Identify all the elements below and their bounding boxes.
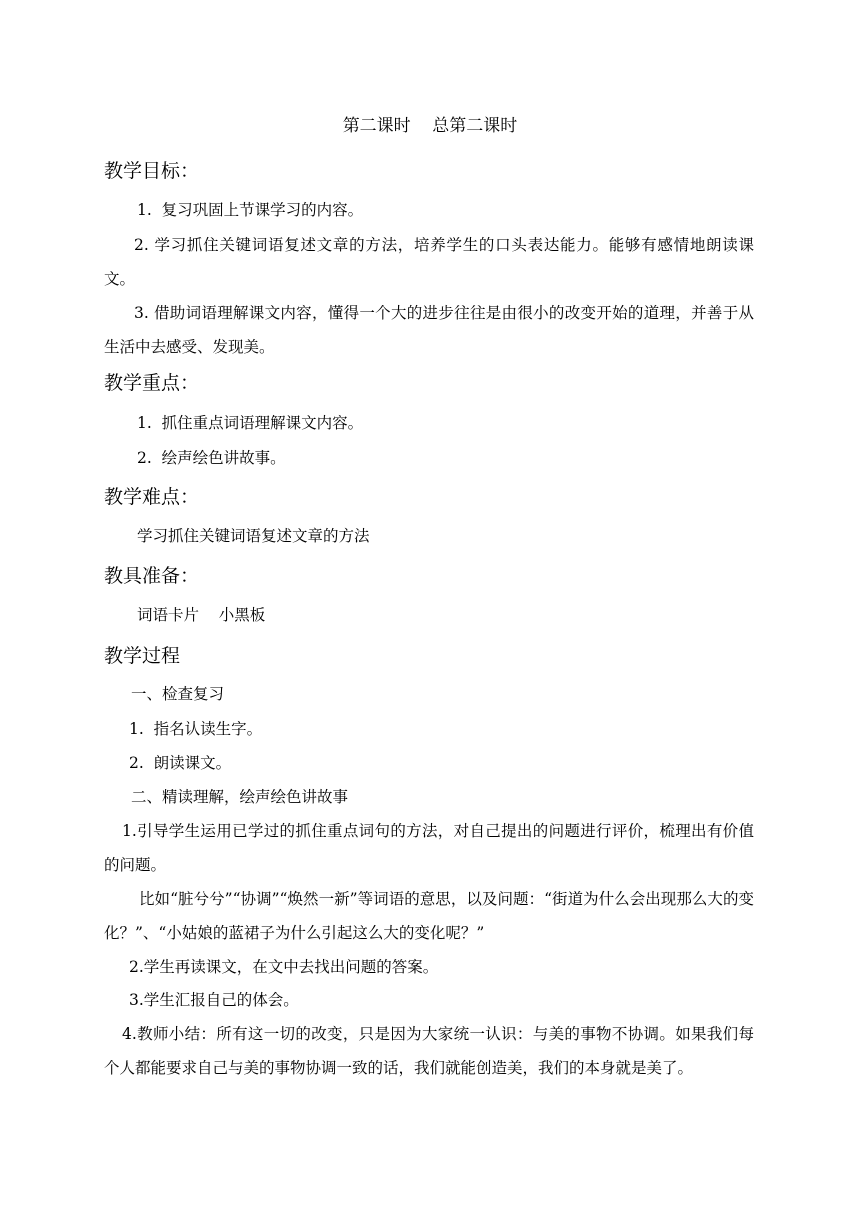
objectives-heading: 教学目标：	[104, 160, 200, 182]
process-part2-item-1: 1.引导学生运用已学过的抓住重点词句的方法，对自己提出的问题进行评价，梳理出有价值的问题。	[104, 822, 754, 874]
difficulties-heading: 教学难点：	[104, 486, 200, 508]
process-part2-title: 二、精读理解，绘声绘色讲故事	[131, 788, 349, 806]
key-points-heading: 教学重点：	[104, 372, 200, 394]
process-part1-item-1: 1. 指名认读生字。	[129, 720, 263, 738]
process-part2-example: 比如“脏兮兮”“协调”“焕然一新”等词语的意思，以及问题：“街道为什么会出现那么大的变化？”、“小姑娘的蓝裙子为什么引起这么大的变化呢？”	[104, 890, 754, 942]
objective-item-2: 2. 学习抓住关键词语复述文章的方法，培养学生的口头表达能力。能够有感情地朗读课文。	[104, 236, 754, 288]
process-heading: 教学过程	[104, 645, 181, 667]
difficulties-text: 学习抓住关键词语复述文章的方法	[137, 527, 370, 545]
objective-item-1: 1. 复习巩固上节课学习的内容。	[137, 201, 364, 219]
key-point-item-2: 2. 绘声绘色讲故事。	[137, 449, 286, 467]
process-part1-title: 一、检查复习	[131, 685, 225, 703]
objective-item-3: 3. 借助词语理解课文内容，懂得一个大的进步往往是由很小的改变开始的道理，并善于从生活中去感受、发现美。	[104, 304, 754, 356]
process-part2-item-2: 2.学生再读课文，在文中去找出问题的答案。	[129, 958, 439, 976]
process-part2-item-3: 3.学生汇报自己的体会。	[129, 991, 299, 1009]
materials-text: 词语卡片 小黑板	[137, 606, 266, 624]
lesson-title: 第二课时 总第二课时	[342, 116, 518, 136]
key-point-item-1: 1. 抓住重点词语理解课文内容。	[137, 414, 364, 432]
materials-heading: 教具准备：	[104, 565, 200, 587]
process-part2-item-4: 4.教师小结：所有这一切的改变，只是因为大家统一认识：与美的事物不协调。如果我们每个人都能要求自己与美的事物协调一致的话，我们就能创造美，我们的本身就是美了。	[104, 1025, 754, 1077]
process-part1-item-2: 2. 朗读课文。	[129, 754, 232, 772]
